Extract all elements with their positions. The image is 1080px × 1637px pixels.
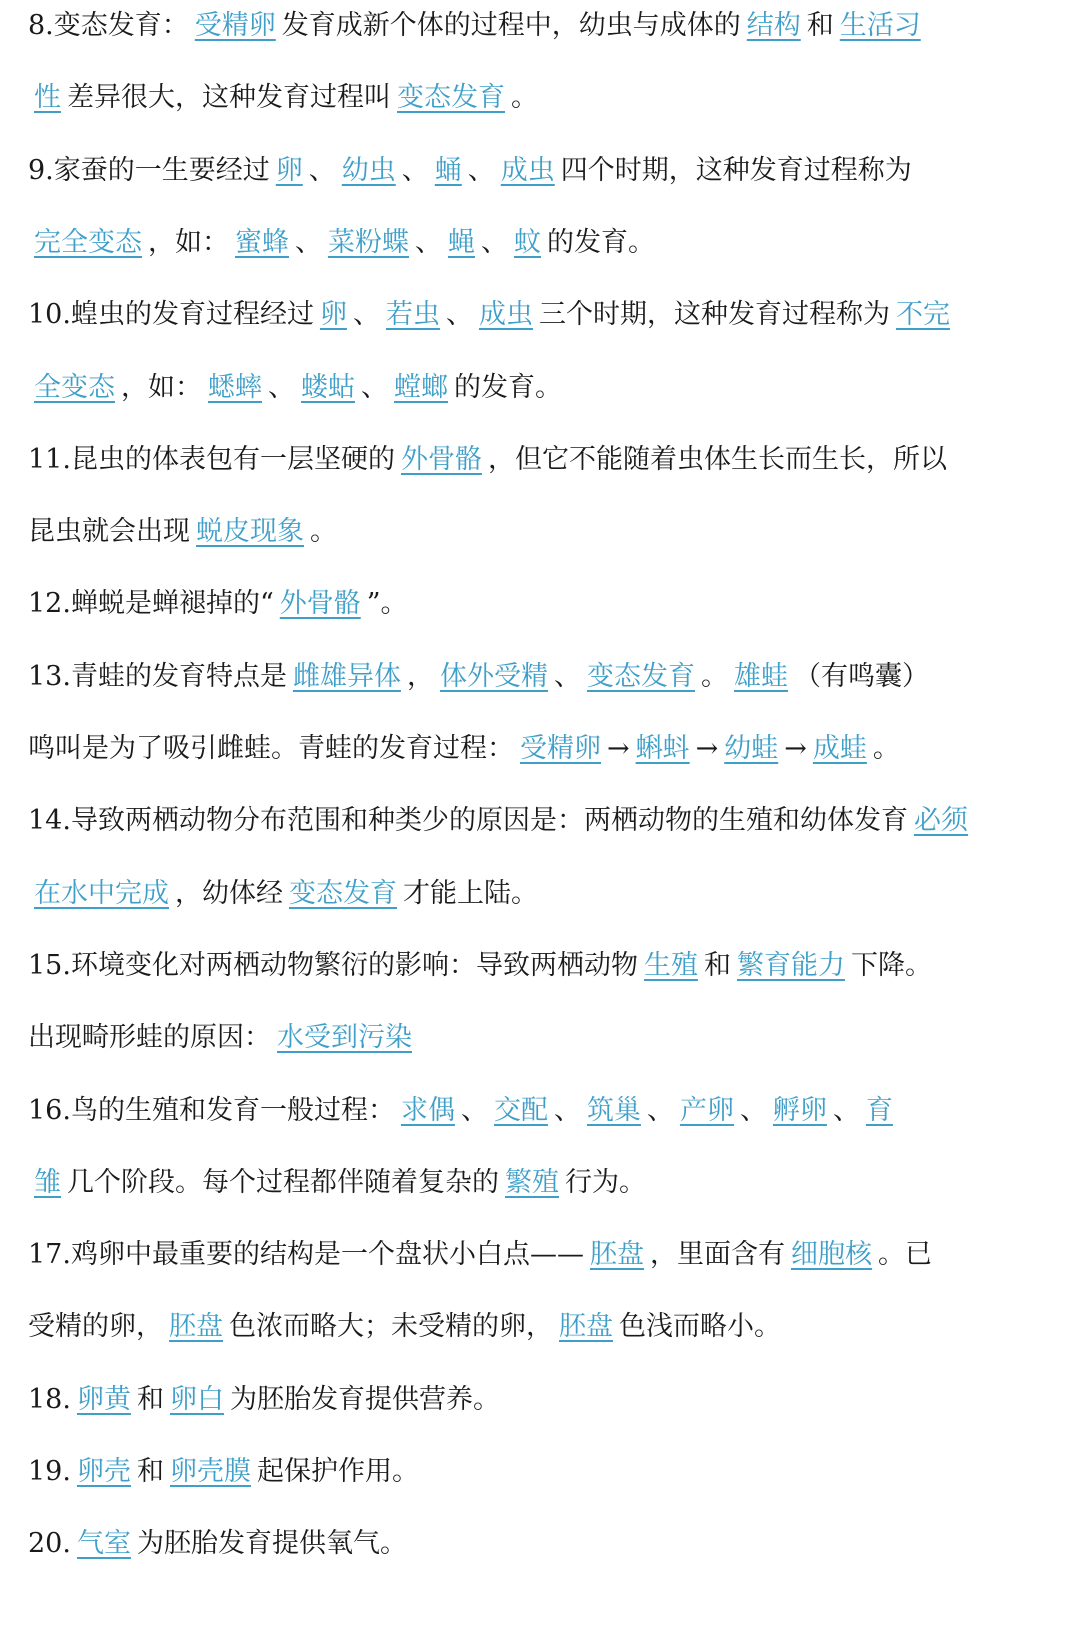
question-text: 起保护作用。 [256,1456,419,1487]
question-text: 19. [28,1456,71,1487]
question-text: 三个时期，这种发育过程称为 [538,299,890,331]
question-text: 8.变态发育： [28,10,189,41]
text-line [28,1378,1062,1422]
question-text: 10.蝗虫的发育过程经过 [28,299,314,331]
question-text: 、 [268,371,295,403]
question-text: 的发育。 [547,226,655,258]
answer-blank: 繁殖 [505,1166,559,1198]
question-text: 、 [460,1094,488,1126]
question-text: 、 [295,226,322,258]
answer-blank: 细胞核 [790,1239,872,1271]
answer-blank: 卵黄 [76,1383,131,1415]
question-text: ，但它不能随着虫体生长而生长，所以 [487,443,947,475]
question-text: ， [406,660,434,692]
question-text: → [695,733,719,764]
answer-blank: 结构 [746,10,801,41]
text-line [28,438,1062,482]
answer-blank: 外骨骼 [400,443,482,475]
answer-blank: 外骨骼 [279,588,361,620]
answer-blank: 蝼蛄 [301,371,355,403]
answer-blank: 变态发育 [397,82,505,114]
question-text: 鸣叫是为了吸引雌蛙。青蛙的发育过程： [28,733,514,764]
answer-blank: 成虫 [478,299,533,331]
text-line [28,1233,1062,1277]
question-text: ”。 [366,588,408,620]
answer-blank: 雌雄异体 [292,660,401,692]
question-text: ，幼体经 [175,877,283,909]
text-line [28,944,1062,988]
question-text: 13.青蛙的发育特点是 [28,660,287,692]
answer-blank: 不完 [895,299,950,331]
question-text: 14.导致两栖动物分布范围和种类少的原因是：两栖动物的生殖和幼体发育 [28,805,908,837]
text-line [28,582,1062,626]
answer-blank: 蚊 [514,226,541,258]
answer-blank: 卵白 [169,1383,224,1415]
text-line [28,221,1062,265]
answer-blank: 蜕皮现象 [196,516,304,548]
answer-blank: 全变态 [34,371,115,403]
question-text: 受精的卵， [28,1311,163,1343]
answer-blank: 螳螂 [394,371,448,403]
question-text: 、 [401,154,429,186]
answer-blank: 胚盘 [559,1311,613,1343]
question-text: 18. [28,1383,71,1415]
answer-blank: 胚盘 [169,1311,223,1343]
question-text: 四个时期，这种发育过程称为 [560,154,912,186]
question-text: 9.家蚕的一生要经过 [28,154,270,186]
question-text: 11.昆虫的体表包有一层坚硬的 [28,443,395,475]
answer-blank: 蝇 [448,226,475,258]
question-text: 差异很大，这种发育过程叫 [67,82,391,114]
question-text: 12.蝉蜕是蝉褪掉的“ [28,588,274,620]
question-text: 。 [872,733,900,764]
question-text: ，如： [148,226,229,258]
question-text: 15.环境变化对两栖动物繁衍的影响：导致两栖动物 [28,949,638,981]
answer-blank: 幼蛙 [724,733,779,764]
question-text: 、 [832,1094,860,1126]
answer-blank: 成蛙 [812,733,867,764]
answer-blank: 求偶 [400,1094,455,1126]
answer-blank: 水受到污染 [277,1022,412,1054]
question-text: 。已 [877,1239,932,1271]
answer-blank: 卵壳膜 [169,1456,251,1487]
question-text: 、 [553,660,581,692]
answer-blank: 繁育能力 [736,949,845,981]
answer-blank: 若虫 [385,299,440,331]
question-text: 、 [646,1094,674,1126]
answer-blank: 受精卵 [520,733,601,764]
question-text: 行为。 [565,1166,646,1198]
question-text: 为胚胎发育提供营养。 [229,1383,500,1415]
question-text: 、 [467,154,495,186]
question-text: 昆虫就会出现 [28,516,190,548]
answer-blank: 交配 [493,1094,548,1126]
text-line [28,366,1062,410]
text-line [28,1522,1062,1566]
text-line [28,1089,1062,1133]
answer-blank: 完全变态 [34,226,142,258]
answer-blank: 在水中完成 [34,877,169,909]
question-text: ，如： [121,371,202,403]
question-text: 、 [481,226,508,258]
answer-blank: 蟋蟀 [208,371,262,403]
answer-blank: 幼虫 [341,154,396,186]
question-text: 的发育。 [454,371,562,403]
answer-blank: 卵 [275,154,303,186]
text-line [28,293,1062,337]
answer-blank: 雄蛙 [733,660,788,692]
question-text: 、 [308,154,336,186]
answer-blank: 卵 [319,299,347,331]
question-text: 、 [415,226,442,258]
question-text: → [607,733,630,764]
question-text: 出现畸形蛙的原因： [28,1022,271,1054]
question-text: （有鸣囊） [793,660,929,692]
question-text: ，里面含有 [649,1239,785,1271]
text-line [28,1016,1062,1060]
question-text: 、 [352,299,380,331]
text-line [28,510,1062,554]
question-text: 、 [361,371,388,403]
text-line [28,76,1062,120]
answer-blank: 菜粉蝶 [328,226,409,258]
answer-blank: 蝌蚪 [635,733,690,764]
answer-blank: 成虫 [500,154,555,186]
answer-blank: 生活习 [839,10,921,41]
question-text: 为胚胎发育提供氧气。 [136,1528,407,1560]
question-text: 、 [553,1094,581,1126]
question-text: 下降。 [850,949,932,981]
question-text: 和 [806,10,834,41]
answer-blank: 雏 [34,1166,61,1198]
answer-blank: 气室 [76,1528,131,1560]
question-text: 。 [511,82,538,114]
answer-blank: 变态发育 [586,660,695,692]
question-text: 。 [310,516,337,548]
question-text: 、 [739,1094,767,1126]
text-line [28,799,1062,843]
question-text: 色浓而略大；未受精的卵， [229,1311,553,1343]
text-line [28,727,1062,771]
answer-blank: 孵卵 [772,1094,827,1126]
answer-blank: 受精卵 [194,10,276,41]
question-text: 。 [700,660,728,692]
question-text: → [784,733,807,764]
answer-blank: 蛹 [434,154,462,186]
question-text: 和 [703,949,731,981]
text-line [28,1161,1062,1205]
text-line [28,1305,1062,1349]
question-text: 和 [136,1456,164,1487]
question-text: 才能上陆。 [403,877,538,909]
question-text: 几个阶段。每个过程都伴随着复杂的 [67,1166,499,1198]
question-text: 和 [136,1383,164,1415]
answer-blank: 蜜蜂 [235,226,289,258]
text-line [28,149,1062,193]
answer-blank: 生殖 [643,949,698,981]
answer-blank: 胚盘 [589,1239,644,1271]
text-line [28,4,1062,48]
question-text: 20. [28,1528,71,1560]
text-line [28,655,1062,699]
answer-blank: 育 [865,1094,893,1126]
question-text: 17.鸡卵中最重要的结构是一个盘状小白点—— [28,1239,584,1271]
answer-blank: 变态发育 [289,877,397,909]
answer-blank: 性 [34,82,61,114]
text-line [28,1450,1062,1494]
question-text: 发育成新个体的过程中，幼虫与成体的 [281,10,741,41]
question-text: 16.鸟的生殖和发育一般过程： [28,1094,395,1126]
question-text: 色浅而略小。 [619,1311,781,1343]
answer-blank: 卵壳 [76,1456,131,1487]
answer-blank: 筑巢 [586,1094,641,1126]
question-text: 、 [445,299,473,331]
answer-blank: 必须 [913,805,968,837]
text-line [28,872,1062,916]
answer-blank: 产卵 [679,1094,734,1126]
answer-blank: 体外受精 [439,660,548,692]
